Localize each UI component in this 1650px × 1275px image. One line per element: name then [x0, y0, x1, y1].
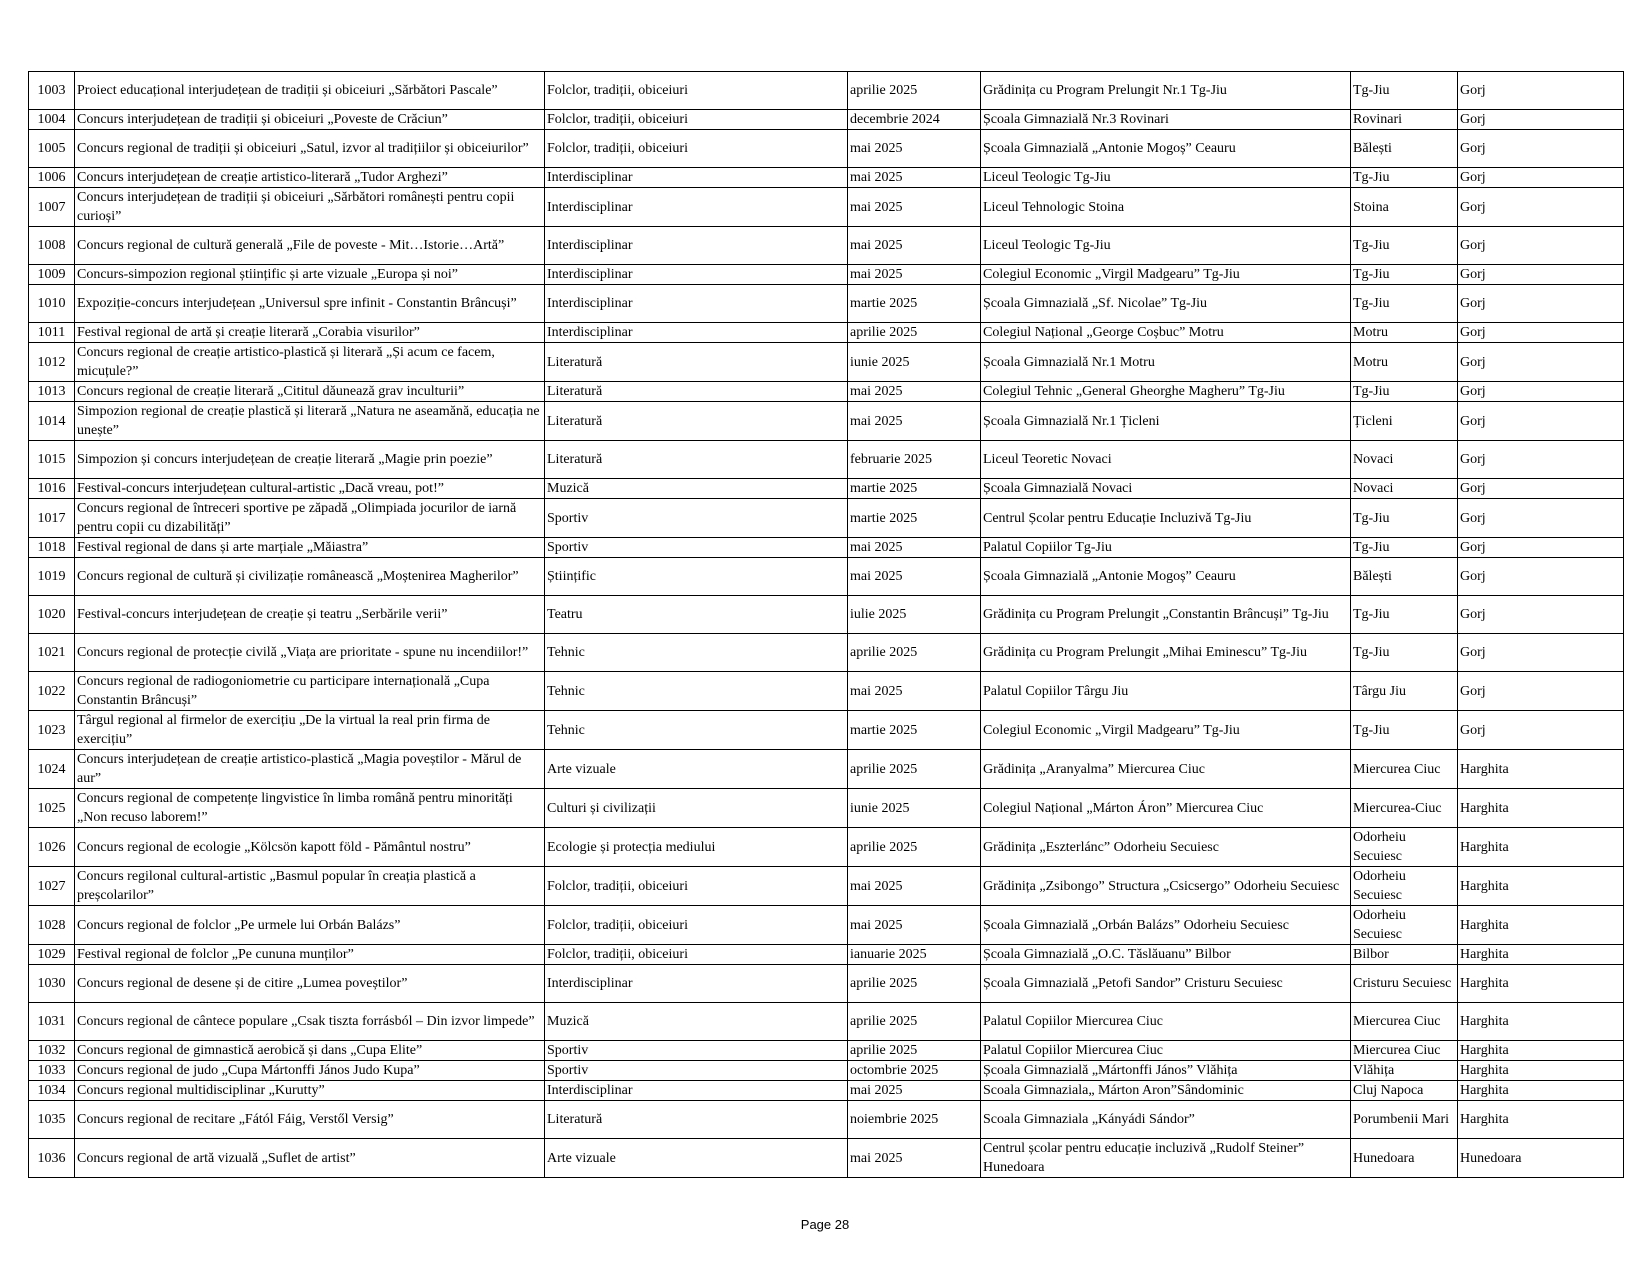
cell-county: Gorj [1458, 285, 1624, 323]
cell-date: martie 2025 [848, 711, 981, 750]
cell-city: Rovinari [1351, 110, 1458, 130]
cell-institution: Școala Gimnazială „O.C. Tăslăuanu” Bilbor [981, 945, 1351, 965]
cell-institution: Centrul școlar pentru educație incluzivă „Rudolf Steiner” Hunedoara [981, 1139, 1351, 1178]
table-row [29, 285, 1624, 323]
cell-county: Harghita [1458, 1081, 1624, 1101]
cell-city: Miercurea Ciuc [1351, 1003, 1458, 1041]
cell-institution: Palatul Copiilor Târgu Jiu [981, 672, 1351, 711]
cell-nr: 1024 [29, 750, 75, 789]
cell-city: Miercurea-Ciuc [1351, 789, 1458, 828]
cell-institution: Scoala Gimnaziala„ Márton Aron”Sândominic [981, 1081, 1351, 1101]
table-row [29, 1041, 1624, 1061]
cell-domain: Arte vizuale [545, 750, 848, 789]
table-row [29, 72, 1624, 110]
cell-city: Motru [1351, 343, 1458, 382]
cell-date: mai 2025 [848, 538, 981, 558]
cell-domain: Interdisciplinar [545, 1081, 848, 1101]
cell-title: Festival regional de dans și arte marțiale „Măiastra” [75, 538, 545, 558]
cell-domain: Teatru [545, 596, 848, 634]
cell-city: Stoina [1351, 188, 1458, 227]
cell-institution: Palatul Copiilor Miercurea Ciuc [981, 1003, 1351, 1041]
table-row [29, 867, 1624, 906]
cell-nr: 1018 [29, 538, 75, 558]
cell-institution: Scoala Gimnaziala „Kányádi Sándor” [981, 1101, 1351, 1139]
cell-institution: Centrul Școlar pentru Educație Incluzivă Tg-Jiu [981, 499, 1351, 538]
cell-city: Tg-Jiu [1351, 596, 1458, 634]
cell-date: mai 2025 [848, 906, 981, 945]
table-body [29, 72, 1624, 1178]
cell-date: februarie 2025 [848, 441, 981, 479]
cell-county: Harghita [1458, 1101, 1624, 1139]
cell-domain: Culturi și civilizații [545, 789, 848, 828]
cell-county: Gorj [1458, 188, 1624, 227]
cell-institution: Școala Gimnazială „Sf. Nicolae” Tg-Jiu [981, 285, 1351, 323]
cell-date: aprilie 2025 [848, 72, 981, 110]
cell-nr: 1026 [29, 828, 75, 867]
cell-county: Gorj [1458, 382, 1624, 402]
cell-county: Gorj [1458, 441, 1624, 479]
cell-domain: Literatură [545, 1101, 848, 1139]
cell-city: Hunedoara [1351, 1139, 1458, 1178]
cell-title: Proiect educațional interjudețean de tradiții și obiceiuri „Sărbători Pascale” [75, 72, 545, 110]
cell-title: Concurs regional de ecologie „Kölcsön kapott föld - Pământul nostru” [75, 828, 545, 867]
cell-nr: 1006 [29, 168, 75, 188]
cell-nr: 1022 [29, 672, 75, 711]
cell-institution: Liceul Tehnologic Stoina [981, 188, 1351, 227]
cell-city: Tg-Jiu [1351, 285, 1458, 323]
cell-county: Gorj [1458, 479, 1624, 499]
table-row [29, 672, 1624, 711]
cell-domain: Folclor, tradiții, obiceiuri [545, 867, 848, 906]
table-row [29, 402, 1624, 441]
cell-title: Concurs regional de judo „Cupa Mártonffi János Judo Kupa” [75, 1061, 545, 1081]
cell-date: decembrie 2024 [848, 110, 981, 130]
cell-domain: Interdisciplinar [545, 965, 848, 1003]
cell-institution: Liceul Teoretic Novaci [981, 441, 1351, 479]
cell-institution: Colegiul Național „Márton Áron” Miercurea Ciuc [981, 789, 1351, 828]
cell-date: aprilie 2025 [848, 1041, 981, 1061]
cell-date: mai 2025 [848, 382, 981, 402]
cell-domain: Arte vizuale [545, 1139, 848, 1178]
cell-title: Concurs interjudețean de creație artistico-plastică „Magia poveștilor - Mărul de aur” [75, 750, 545, 789]
cell-domain: Folclor, tradiții, obiceiuri [545, 945, 848, 965]
cell-institution: Școala Gimnazială Nr.1 Motru [981, 343, 1351, 382]
table-row [29, 168, 1624, 188]
cell-city: Odorheiu Secuiesc [1351, 906, 1458, 945]
cell-city: Cristuru Secuiesc [1351, 965, 1458, 1003]
cell-county: Gorj [1458, 596, 1624, 634]
cell-date: martie 2025 [848, 285, 981, 323]
cell-nr: 1019 [29, 558, 75, 596]
cell-county: Harghita [1458, 867, 1624, 906]
cell-nr: 1012 [29, 343, 75, 382]
cell-nr: 1016 [29, 479, 75, 499]
cell-date: mai 2025 [848, 867, 981, 906]
cell-title: Simpozion regional de creație plastică și literară „Natura ne aseamănă, educația ne unește” [75, 402, 545, 441]
cell-title: Concurs regional de creație literară „Cititul dăunează grav inculturii” [75, 382, 545, 402]
cell-county: Gorj [1458, 499, 1624, 538]
table-row [29, 750, 1624, 789]
activities-table [28, 71, 1624, 1178]
cell-institution: Grădinița „Zsibongo” Structura „Csicsergo” Odorheiu Secuiesc [981, 867, 1351, 906]
cell-date: martie 2025 [848, 499, 981, 538]
cell-domain: Folclor, tradiții, obiceiuri [545, 906, 848, 945]
cell-city: Odorheiu Secuiesc [1351, 867, 1458, 906]
cell-title: Festival-concurs interjudețean de creație și teatru „Serbările verii” [75, 596, 545, 634]
cell-nr: 1013 [29, 382, 75, 402]
table-row [29, 479, 1624, 499]
cell-county: Gorj [1458, 323, 1624, 343]
cell-city: Motru [1351, 323, 1458, 343]
cell-institution: Școala Gimnazială Nr.3 Rovinari [981, 110, 1351, 130]
cell-date: aprilie 2025 [848, 965, 981, 1003]
cell-domain: Științific [545, 558, 848, 596]
table-row [29, 558, 1624, 596]
cell-county: Harghita [1458, 1003, 1624, 1041]
cell-domain: Sportiv [545, 1061, 848, 1081]
cell-city: Bălești [1351, 558, 1458, 596]
cell-domain: Muzică [545, 479, 848, 499]
cell-institution: Grădinița cu Program Prelungit „Mihai Eminescu” Tg-Jiu [981, 634, 1351, 672]
cell-nr: 1015 [29, 441, 75, 479]
cell-nr: 1031 [29, 1003, 75, 1041]
cell-institution: Palatul Copiilor Miercurea Ciuc [981, 1041, 1351, 1061]
cell-title: Concurs regional de cultură și civilizație românească „Moștenirea Magherilor” [75, 558, 545, 596]
table-row [29, 906, 1624, 945]
cell-institution: Liceul Teologic Tg-Jiu [981, 227, 1351, 265]
cell-city: Tg-Jiu [1351, 634, 1458, 672]
cell-domain: Folclor, tradiții, obiceiuri [545, 130, 848, 168]
cell-county: Gorj [1458, 672, 1624, 711]
cell-title: Concurs regional de creație artistico-plastică și literară „Și acum ce facem, micuțule?” [75, 343, 545, 382]
cell-date: mai 2025 [848, 402, 981, 441]
cell-county: Harghita [1458, 750, 1624, 789]
cell-institution: Colegiul Economic „Virgil Madgearu” Tg-Jiu [981, 711, 1351, 750]
cell-nr: 1005 [29, 130, 75, 168]
cell-institution: Palatul Copiilor Tg-Jiu [981, 538, 1351, 558]
cell-county: Harghita [1458, 1041, 1624, 1061]
cell-date: mai 2025 [848, 265, 981, 285]
table-row [29, 538, 1624, 558]
cell-domain: Interdisciplinar [545, 188, 848, 227]
cell-title: Concurs regional de radiogoniometrie cu participare internațională „Cupa Constantin Brâncuși” [75, 672, 545, 711]
cell-county: Harghita [1458, 965, 1624, 1003]
cell-domain: Interdisciplinar [545, 323, 848, 343]
cell-title: Concurs regional multidisciplinar „Kurutty” [75, 1081, 545, 1101]
cell-date: aprilie 2025 [848, 634, 981, 672]
cell-title: Festival regional de folclor „Pe cununa munților” [75, 945, 545, 965]
cell-date: ianuarie 2025 [848, 945, 981, 965]
cell-county: Gorj [1458, 72, 1624, 110]
cell-city: Odorheiu Secuiesc [1351, 828, 1458, 867]
cell-title: Concurs regional de tradiții și obiceiuri „Satul, izvor al tradițiilor și obiceiurilor” [75, 130, 545, 168]
cell-institution: Grădinița cu Program Prelungit Nr.1 Tg-Jiu [981, 72, 1351, 110]
cell-domain: Interdisciplinar [545, 227, 848, 265]
cell-county: Gorj [1458, 227, 1624, 265]
cell-city: Tg-Jiu [1351, 499, 1458, 538]
cell-title: Expoziție-concurs interjudețean „Universul spre infinit - Constantin Brâncuși” [75, 285, 545, 323]
cell-county: Gorj [1458, 538, 1624, 558]
table-row [29, 596, 1624, 634]
cell-city: Novaci [1351, 479, 1458, 499]
cell-nr: 1028 [29, 906, 75, 945]
cell-domain: Literatură [545, 441, 848, 479]
table-row [29, 227, 1624, 265]
cell-city: Bălești [1351, 130, 1458, 168]
cell-date: mai 2025 [848, 558, 981, 596]
cell-domain: Interdisciplinar [545, 285, 848, 323]
table-row [29, 188, 1624, 227]
cell-city: Tg-Jiu [1351, 382, 1458, 402]
cell-county: Harghita [1458, 906, 1624, 945]
cell-title: Festival-concurs interjudețean cultural-artistic „Dacă vreau, pot!” [75, 479, 545, 499]
cell-institution: Școala Gimnazială „Mártonffi János” Vlăhița [981, 1061, 1351, 1081]
cell-title: Concurs regional de protecție civilă „Viața are prioritate - spune nu incendiilor!” [75, 634, 545, 672]
cell-institution: Grădinița cu Program Prelungit „Constantin Brâncuși” Tg-Jiu [981, 596, 1351, 634]
table-row [29, 1101, 1624, 1139]
cell-domain: Muzică [545, 1003, 848, 1041]
cell-domain: Tehnic [545, 634, 848, 672]
table-row [29, 323, 1624, 343]
cell-county: Gorj [1458, 110, 1624, 130]
table-row [29, 828, 1624, 867]
cell-county: Gorj [1458, 634, 1624, 672]
cell-city: Tg-Jiu [1351, 265, 1458, 285]
cell-nr: 1027 [29, 867, 75, 906]
table-row [29, 1003, 1624, 1041]
cell-nr: 1021 [29, 634, 75, 672]
cell-title: Concurs regional de întreceri sportive pe zăpadă „Olimpiada jocurilor de iarnă pentru copii cu dizabilități” [75, 499, 545, 538]
cell-domain: Sportiv [545, 499, 848, 538]
cell-county: Gorj [1458, 711, 1624, 750]
cell-nr: 1009 [29, 265, 75, 285]
cell-city: Tg-Jiu [1351, 72, 1458, 110]
cell-city: Novaci [1351, 441, 1458, 479]
cell-date: aprilie 2025 [848, 750, 981, 789]
table-row [29, 711, 1624, 750]
table-row [29, 1081, 1624, 1101]
cell-domain: Tehnic [545, 672, 848, 711]
cell-nr: 1029 [29, 945, 75, 965]
cell-date: mai 2025 [848, 168, 981, 188]
cell-institution: Liceul Teologic Tg-Jiu [981, 168, 1351, 188]
cell-nr: 1003 [29, 72, 75, 110]
cell-title: Târgul regional al firmelor de exercițiu „De la virtual la real prin firma de exercițiu” [75, 711, 545, 750]
cell-institution: Școala Gimnazială „Orbán Balázs” Odorheiu Secuiesc [981, 906, 1351, 945]
table-row [29, 265, 1624, 285]
cell-nr: 1011 [29, 323, 75, 343]
cell-title: Concurs regional de artă vizuală „Suflet de artist” [75, 1139, 545, 1178]
cell-county: Harghita [1458, 945, 1624, 965]
cell-date: mai 2025 [848, 1139, 981, 1178]
cell-city: Vlăhița [1351, 1061, 1458, 1081]
cell-city: Tg-Jiu [1351, 711, 1458, 750]
cell-nr: 1023 [29, 711, 75, 750]
cell-institution: Grădinița „Aranyalma” Miercurea Ciuc [981, 750, 1351, 789]
cell-institution: Colegiul Economic „Virgil Madgearu” Tg-Jiu [981, 265, 1351, 285]
cell-title: Simpozion și concurs interjudețean de creație literară „Magie prin poezie” [75, 441, 545, 479]
cell-nr: 1034 [29, 1081, 75, 1101]
cell-date: aprilie 2025 [848, 323, 981, 343]
cell-domain: Tehnic [545, 711, 848, 750]
cell-title: Concurs regional de recitare „Fától Fáig, Verstől Versig” [75, 1101, 545, 1139]
cell-institution: Școala Gimnazială Novaci [981, 479, 1351, 499]
cell-title: Concurs regional de cultură generală „File de poveste - Mit…Istorie…Artă” [75, 227, 545, 265]
cell-domain: Folclor, tradiții, obiceiuri [545, 72, 848, 110]
cell-date: aprilie 2025 [848, 1003, 981, 1041]
cell-nr: 1033 [29, 1061, 75, 1081]
cell-date: mai 2025 [848, 1081, 981, 1101]
cell-city: Tg-Jiu [1351, 168, 1458, 188]
table-row [29, 441, 1624, 479]
table-row [29, 499, 1624, 538]
cell-institution: Școala Gimnazială Nr.1 Țicleni [981, 402, 1351, 441]
cell-nr: 1017 [29, 499, 75, 538]
cell-title: Concurs regional de gimnastică aerobică și dans „Cupa Elite” [75, 1041, 545, 1061]
table-row [29, 110, 1624, 130]
cell-date: mai 2025 [848, 227, 981, 265]
cell-title: Concurs interjudețean de tradiții și obiceiuri „Poveste de Crăciun” [75, 110, 545, 130]
cell-nr: 1014 [29, 402, 75, 441]
cell-title: Festival regional de artă și creație literară „Corabia visurilor” [75, 323, 545, 343]
cell-county: Gorj [1458, 265, 1624, 285]
cell-nr: 1035 [29, 1101, 75, 1139]
cell-domain: Literatură [545, 402, 848, 441]
table-row [29, 1061, 1624, 1081]
table-row [29, 634, 1624, 672]
cell-title: Concurs regional de competențe lingvistice în limba română pentru minorități „Non recuso laborem!” [75, 789, 545, 828]
cell-county: Gorj [1458, 168, 1624, 188]
cell-date: mai 2025 [848, 188, 981, 227]
cell-nr: 1032 [29, 1041, 75, 1061]
cell-institution: Școala Gimnazială „Petofi Sandor” Cristuru Secuiesc [981, 965, 1351, 1003]
cell-institution: Grădinița „Eszterlánc” Odorheiu Secuiesc [981, 828, 1351, 867]
cell-date: iunie 2025 [848, 789, 981, 828]
cell-county: Gorj [1458, 343, 1624, 382]
table-row [29, 965, 1624, 1003]
cell-county: Harghita [1458, 789, 1624, 828]
page-number: Page 28 [800, 1217, 850, 1232]
cell-institution: Școala Gimnazială „Antonie Mogoș” Ceauru [981, 130, 1351, 168]
cell-title: Concurs interjudețean de tradiții și obiceiuri „Sărbători românești pentru copii curioși” [75, 188, 545, 227]
cell-county: Gorj [1458, 402, 1624, 441]
table-row [29, 789, 1624, 828]
cell-title: Concurs regional de desene și de citire „Lumea poveștilor” [75, 965, 545, 1003]
cell-date: aprilie 2025 [848, 828, 981, 867]
table-row [29, 130, 1624, 168]
cell-nr: 1030 [29, 965, 75, 1003]
cell-city: Tg-Jiu [1351, 538, 1458, 558]
cell-date: mai 2025 [848, 130, 981, 168]
cell-city: Țicleni [1351, 402, 1458, 441]
cell-nr: 1010 [29, 285, 75, 323]
cell-domain: Literatură [545, 382, 848, 402]
cell-date: iulie 2025 [848, 596, 981, 634]
cell-county: Harghita [1458, 1061, 1624, 1081]
cell-title: Concurs regional de cântece populare „Csak tiszta forrásból – Din izvor limpede” [75, 1003, 545, 1041]
cell-institution: Școala Gimnazială „Antonie Mogoș” Ceauru [981, 558, 1351, 596]
cell-title: Concurs regilonal cultural-artistic „Basmul popular în creația plastică a preșcolarilor” [75, 867, 545, 906]
table-row [29, 382, 1624, 402]
cell-nr: 1025 [29, 789, 75, 828]
cell-county: Gorj [1458, 130, 1624, 168]
table-row [29, 1139, 1624, 1178]
cell-city: Porumbenii Mari [1351, 1101, 1458, 1139]
cell-date: iunie 2025 [848, 343, 981, 382]
cell-domain: Interdisciplinar [545, 168, 848, 188]
cell-nr: 1008 [29, 227, 75, 265]
cell-institution: Colegiul Național „George Coșbuc” Motru [981, 323, 1351, 343]
cell-city: Târgu Jiu [1351, 672, 1458, 711]
cell-nr: 1020 [29, 596, 75, 634]
cell-city: Tg-Jiu [1351, 227, 1458, 265]
cell-county: Gorj [1458, 558, 1624, 596]
cell-domain: Sportiv [545, 1041, 848, 1061]
cell-title: Concurs interjudețean de creație artistico-literară „Tudor Arghezi” [75, 168, 545, 188]
cell-domain: Interdisciplinar [545, 265, 848, 285]
cell-city: Cluj Napoca [1351, 1081, 1458, 1101]
cell-domain: Folclor, tradiții, obiceiuri [545, 110, 848, 130]
table-row [29, 945, 1624, 965]
cell-domain: Ecologie și protecția mediului [545, 828, 848, 867]
cell-nr: 1007 [29, 188, 75, 227]
cell-county: Harghita [1458, 828, 1624, 867]
cell-title: Concurs regional de folclor „Pe urmele lui Orbán Balázs” [75, 906, 545, 945]
cell-date: mai 2025 [848, 672, 981, 711]
cell-nr: 1004 [29, 110, 75, 130]
cell-date: octombrie 2025 [848, 1061, 981, 1081]
cell-city: Bilbor [1351, 945, 1458, 965]
cell-date: noiembrie 2025 [848, 1101, 981, 1139]
cell-city: Miercurea Ciuc [1351, 750, 1458, 789]
cell-title: Concurs-simpozion regional științific și arte vizuale „Europa și noi” [75, 265, 545, 285]
cell-nr: 1036 [29, 1139, 75, 1178]
cell-county: Hunedoara [1458, 1139, 1624, 1178]
cell-date: martie 2025 [848, 479, 981, 499]
cell-institution: Colegiul Tehnic „General Gheorghe Magheru” Tg-Jiu [981, 382, 1351, 402]
cell-domain: Sportiv [545, 538, 848, 558]
table-row [29, 343, 1624, 382]
cell-domain: Literatură [545, 343, 848, 382]
cell-city: Miercurea Ciuc [1351, 1041, 1458, 1061]
